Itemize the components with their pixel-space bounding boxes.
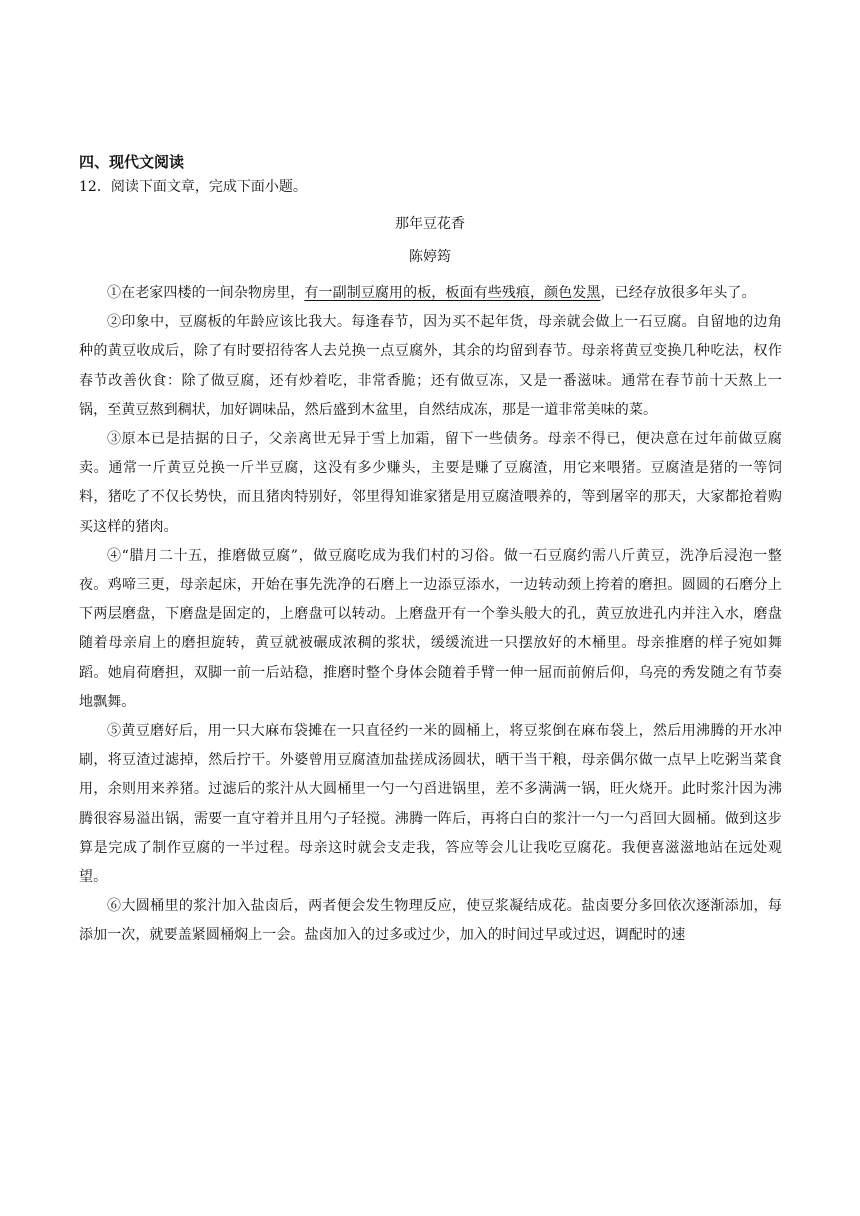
paragraph-1-after: ，已经存放很多年头了。 <box>600 285 756 301</box>
article-body <box>79 279 782 951</box>
article-title: 那年豆花香 <box>395 216 465 232</box>
paragraph-4: ④“腊月二十五，推磨做豆腐”，做豆腐吃成为我们村的习俗。做一石豆腐约需八斤黄豆，洗净后浸泡一整夜。鸡啼三更，母亲起床，开始在事先洗净的石磨上一边添豆添水，一边转动颈上挎着的磨担。圆圆的石磨分上下两层磨盘，下磨盘是固定的，上磨盘可以转动。上磨盘开有一个拳头般大的孔，黄豆放进孔内并注入水，磨盘随着母亲肩上的磨担旋转，黄豆就被碾成浓稠的浆状，缓缓流进一只摆放好的木桶里。母亲推磨的样子宛如舞蹈。她肩荷磨担，双脚一前一后站稳，推磨时整个身体会随着手臂一伸一屈而前俯后仰，乌亮的秀发随之有节奏地飘舞。 <box>79 547 782 710</box>
article-author: 陈婷筠 <box>409 249 451 265</box>
question-prompt: 12．阅读下面文章，完成下面小题。 <box>79 179 307 195</box>
paragraph-6: ⑥大圆桶里的浆汁加入盐卤后，两者便会发生物理反应，使豆浆凝结成花。盐卤要分多回依次逐渐添加，每添加一次，就要盖紧圆桶焖上一会。盐卤加入的过多或过少，加入的时间过早或过迟，调配时的速 <box>79 898 782 944</box>
paragraph-1-before: ①在老家四楼的一间杂物房里， <box>107 285 305 301</box>
paragraph-5: ⑤黄豆磨好后，用一只大麻布袋摊在一只直径约一米的圆桶上，将豆浆倒在麻布袋上，然后用沸腾的开水冲刷，将豆渣过滤掉，然后拧干。外婆曾用豆腐渣加盐搓成汤圆状，晒干当干粮，母亲偶尔做一点早上吃粥当菜食用，余则用来养猪。过滤后的浆汁从大圆桶里一勺一勺舀进锅里，差不多满满一锅，旺火烧开。此时浆汁因为沸腾很容易溢出锅，需要一直守着并且用勺子轻搅。沸腾一阵后，再将白白的浆汁一勺一勺舀回大圆桶。做到这步算是完成了制作豆腐的一半过程。母亲这时就会支走我，答应等会儿让我吃豆腐花。我便喜滋滋地站在远处观望。 <box>79 723 782 886</box>
section-heading: 四、现代文阅读 <box>79 153 185 171</box>
underlined-sentence: 有一副制豆腐用的板，板面有些残痕，颜色发黑 <box>304 285 601 301</box>
paragraph-2: ②印象中，豆腐板的年龄应该比我大。每逢春节，因为买不起年货，母亲就会做上一石豆腐。自留地的边角种的黄豆收成后，除了有时要招待客人去兑换一点豆腐外，其余的均留到春节。母亲将黄豆变换几种吃法，权作春节改善伙食：除了做豆腐，还有炒着吃，非常香脆；还有做豆冻，又是一番滋味。通常在春节前十天熬上一锅，至黄豆熬到稠状，加好调味品，然后盛到木盆里，自然结成冻，那是一道非常美味的菜。 <box>79 314 782 418</box>
paragraph-3: ③原本已是拮据的日子，父亲离世无异于雪上加霜，留下一些债务。母亲不得已，便决意在过年前做豆腐卖。通常一斤黄豆兑换一斤半豆腐，这没有多少赚头，主要是赚了豆腐渣，用它来喂猪。豆腐渣是猪的一等饲料，猪吃了不仅长势快，而且猪肉特别好，邻里得知谁家猪是用豆腐渣喂养的，等到屠宰的那天，大家都抢着购买这样的猪肉。 <box>79 431 782 535</box>
paragraph-1 <box>79 279 782 308</box>
